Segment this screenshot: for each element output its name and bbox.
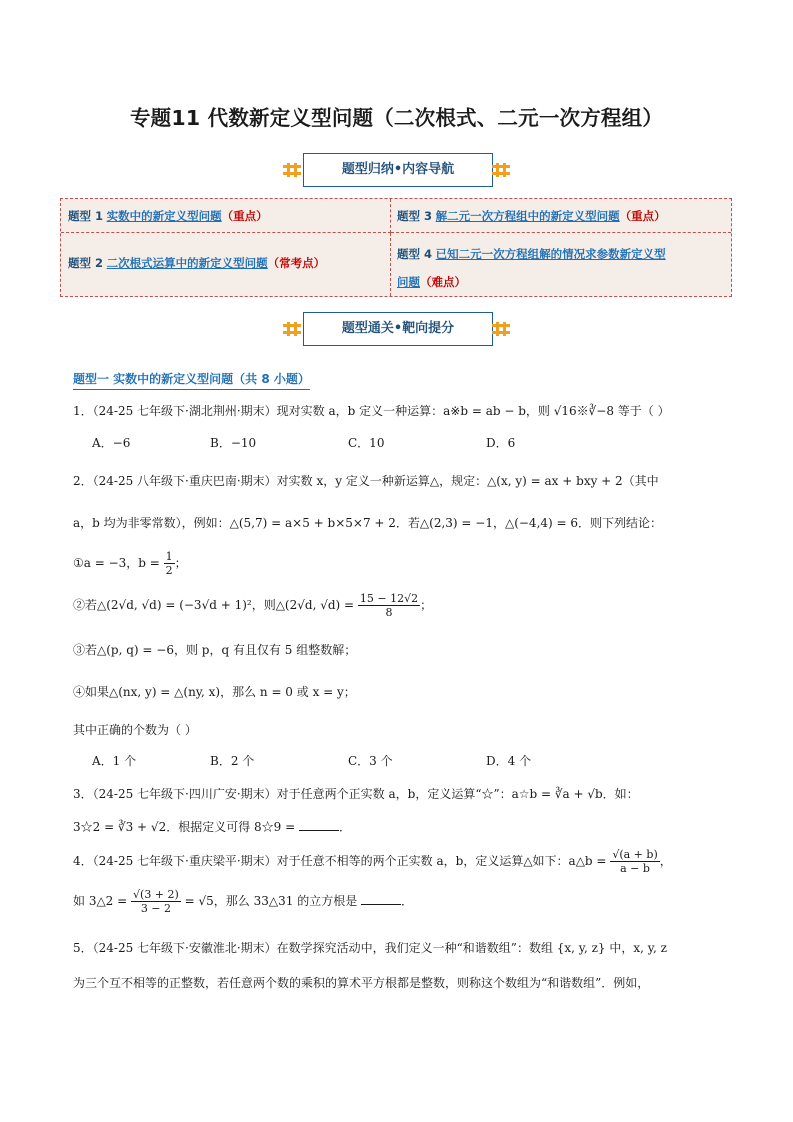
- fraction: [610, 848, 659, 875]
- nav-tag: （难点）: [420, 275, 466, 289]
- nav-link-continued[interactable]: 问题: [397, 275, 420, 289]
- nav-type-label: 题型 3: [397, 209, 433, 223]
- right-bracket-icon: [492, 163, 510, 177]
- q2-statement-4: ④如果△(nx, y) = △(ny, x)，那么 n = 0 或 x = y；: [73, 685, 356, 699]
- denominator: 2: [165, 564, 173, 577]
- q2-ask: 其中正确的个数为（ ）: [73, 723, 197, 737]
- q2-statement-2: [73, 592, 432, 619]
- page-title: 专题11 代数新定义型问题（二次根式、二元一次方程组）: [129, 106, 664, 130]
- q2-statement-3: ③若△(p, q) = −6，则 p，q 有且仅有 5 组整数解；: [73, 643, 357, 657]
- right-bracket-icon: [492, 322, 510, 336]
- nav-type-label: 题型 1: [68, 209, 104, 223]
- nav-item-1[interactable]: [61, 199, 391, 233]
- q2-option-a[interactable]: A．1 个: [92, 754, 137, 768]
- q2-option-d[interactable]: D．4 个: [486, 754, 532, 768]
- answer-blank[interactable]: [361, 892, 401, 905]
- nav-link[interactable]: 解二元一次方程组中的新定义型问题: [435, 209, 620, 223]
- left-bracket-icon: [283, 163, 301, 177]
- fraction: [131, 888, 181, 915]
- numerator: 1: [165, 550, 173, 563]
- question-text: 3☆2 = ∛3 + √2．根据定义可得 8☆9 =: [73, 820, 296, 834]
- nav-item-2[interactable]: [61, 233, 391, 296]
- question-punct: ．: [401, 894, 414, 908]
- q1-option-d[interactable]: D．6: [486, 436, 516, 450]
- question-2-line-1: 2．（24-25 八年级下·重庆巴南·期末）对实数 x，y 定义一种新运算△，规定：△(x, y) = ax + bxy + 2（其中: [73, 474, 659, 488]
- statement-punct: ；: [420, 598, 433, 612]
- numerator: 15 − 12√2: [359, 592, 419, 605]
- nav-link[interactable]: 已知二元一次方程组解的情况求参数新定义型: [435, 247, 666, 261]
- denominator: 3 − 2: [140, 902, 172, 915]
- section-heading: [73, 370, 310, 387]
- nav-tag: （重点）: [619, 209, 666, 223]
- answer-blank[interactable]: [299, 818, 339, 831]
- nav-tag: （重点）: [221, 209, 268, 223]
- question-3-line-1: 3．（24-25 七年级下·四川广安·期末）对于任意两个正实数 a，b，定义运算“☆”：a☆b = ∛a + √b．如：: [73, 787, 639, 801]
- nav-item-4[interactable]: [391, 233, 731, 296]
- question-5-line-2: 为三个互不相等的正整数，若任意两个数的乘积的算术平方根都是整数，则称这个数组为“和谐数组”．例如，: [73, 976, 650, 990]
- statement-text: ②若△(2√d, √d) = (−3√d + 1)²，则△(2√d, √d) =: [73, 598, 355, 612]
- section-heading-text: 题型一 实数中的新定义型问题（共 8 小题）: [73, 372, 310, 386]
- question-punct: ．: [338, 820, 351, 834]
- section-underline: [73, 389, 310, 390]
- numerator: √(3 + 2): [133, 888, 179, 901]
- question-4-line-1: [73, 848, 672, 875]
- statement-text: ①a = −3，b =: [73, 556, 160, 570]
- fraction: [358, 592, 420, 619]
- practice-heading: 题型通关•靶向提分: [303, 312, 493, 346]
- question-text: = √5，那么 33△31 的立方根是: [184, 894, 358, 908]
- nav-heading: 题型归纳•内容导航: [303, 153, 493, 187]
- question-2-line-2: a，b 均为非零常数），例如：△(5,7) = a×5 + b×5×7 + 2．若△(2,3) = −1，△(−4,4) = 6．则下列结论：: [73, 516, 663, 530]
- nav-link[interactable]: 二次根式运算中的新定义型问题: [106, 256, 268, 270]
- q1-option-b[interactable]: B．−10: [210, 436, 257, 450]
- nav-type-label: 题型 4: [397, 247, 433, 261]
- question-text: 如 3△2 =: [73, 894, 128, 908]
- question-text: 4．（24-25 七年级下·重庆梁平·期末）对于任意不相等的两个正实数 a，b，定义运算△如下：a△b =: [73, 854, 607, 868]
- nav-tag: （常考点）: [267, 256, 326, 270]
- nav-item-3[interactable]: [391, 199, 731, 233]
- q1-option-c[interactable]: C．10: [348, 436, 385, 450]
- question-5-line-1: 5．（24-25 七年级下·安徽淮北·期末）在数学探究活动中，我们定义一种“和谐数组”：数组 {x, y, z} 中，x, y, z: [73, 941, 667, 955]
- question-punct: ，: [659, 854, 672, 868]
- q2-statement-1: [73, 550, 187, 577]
- statement-punct: ；: [174, 556, 187, 570]
- numerator: √(a + b): [612, 848, 658, 861]
- denominator: a − b: [620, 862, 650, 875]
- fraction: [164, 550, 175, 577]
- q1-option-a[interactable]: A．−6: [92, 436, 131, 450]
- q2-option-c[interactable]: C．3 个: [348, 754, 393, 768]
- topic-navigation-table: [60, 198, 732, 297]
- question-4-line-2: [73, 888, 413, 915]
- left-bracket-icon: [283, 322, 301, 336]
- question-3-line-2: [73, 818, 351, 835]
- nav-type-label: 题型 2: [68, 256, 104, 270]
- question-1: 1．（24-25 七年级下·湖北荆州·期末）现对实数 a，b 定义一种运算：a※b = ab − b，则 √16※∛−8 等于（ ）: [73, 404, 670, 418]
- nav-link[interactable]: 实数中的新定义型问题: [106, 209, 222, 223]
- q2-option-b[interactable]: B．2 个: [210, 754, 255, 768]
- denominator: 8: [385, 606, 393, 619]
